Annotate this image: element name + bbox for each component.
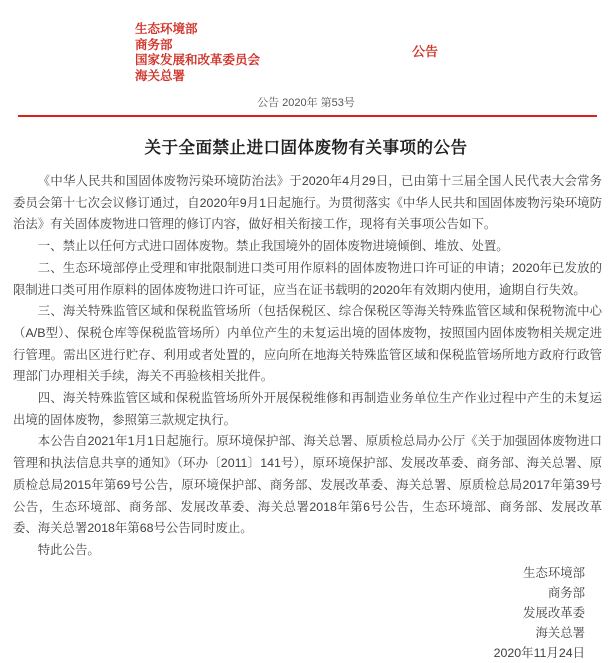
signer-name: 生态环境部 (523, 565, 585, 580)
body-paragraph: 特此公告。 (37, 542, 100, 557)
signer-name: 海关总署 (535, 625, 585, 640)
signer-name: 商务部 (547, 585, 585, 600)
agency-name: 海关总署 (135, 68, 186, 83)
body-paragraph: 本公告自2021年1月1日起施行。原环境保护部、海关总署、原质检总局办公厅《关于加强固体废物进口管理和执法信息共享的通知》（环办〔2011〕141号），原环境保护部、发展改革委、商务部、海关总署、原质检总局2015年第69号公告，原环境保护部、商务部、发展改革委、海关总署、原质检总局2017年第39号公告，生态环境部、商务部、发展改革委、海关总署2018年第6号公告，生态环境部、商务部、发展改革委、海关总署2018年第68号公告同时废止。 (13, 434, 602, 536)
doc-number: 公告 2020年 第53号 (257, 97, 355, 109)
body-paragraph: 一、禁止以任何方式进口固体废物。禁止我国境外的固体废物进境倾倒、堆放、处置。 (37, 239, 509, 254)
document-header (0, 0, 612, 84)
signature-date: 2020年11月24日 (493, 645, 585, 660)
signer-list (13, 563, 585, 643)
document-title: 关于全面禁止进口固体废物有关事项的公告 (144, 139, 468, 157)
body-paragraph: 《中华人民共和国固体废物污染环境防治法》于2020年4月29日，已由第十三届全国人民代表大会常务委员会第十七次会议修订通过，自2020年9月1日起施行。为贯彻落实《中华人民共和国固体废物污染环境防治法》有关固体废物进口管理的修订内容，做好相关衔接工作，现将有关事项公告如下。 (13, 174, 602, 232)
body-paragraph: 三、海关特殊监管区域和保税监管场所（包括保税区、综合保税区等海关特殊监管区域和保税物流中心（A/B型）、保税仓库等保税监管场所）内单位产生的未复运出境的固体废物，按照国内固体废物相关规定进行管理。需出区进行贮存、利用或者处置的，应向所在地海关特殊监管区域和保税监管场所地方政府行政管理部门办理相关手续，海关不再验核相关批件。 (13, 304, 602, 384)
document-body (13, 171, 602, 562)
agency-name: 商务部 (135, 37, 173, 52)
announcement-type-label: 公告 (412, 44, 439, 59)
body-paragraph: 四、海关特殊监管区域和保税监管场所外开展保税维修和再制造业务单位生产作业过程中产生的未复运出境的固体废物，参照第三款规定执行。 (13, 391, 602, 427)
signer-name: 发展改革委 (523, 605, 585, 620)
agency-name: 生态环境部 (135, 22, 198, 36)
agency-name: 国家发展和改革委员会 (135, 53, 261, 67)
body-paragraph: 二、生态环境部停止受理和审批限制进口类可用作原料的固体废物进口许可证的申请；2020年已发放的限制进口类可用作原料的固体废物进口许可证，应当在证书载明的2020年有效期内使用，逾期自行失效。 (13, 260, 602, 297)
signature-block (13, 563, 602, 663)
header-divider (18, 115, 597, 117)
issuing-agencies (135, 22, 612, 84)
